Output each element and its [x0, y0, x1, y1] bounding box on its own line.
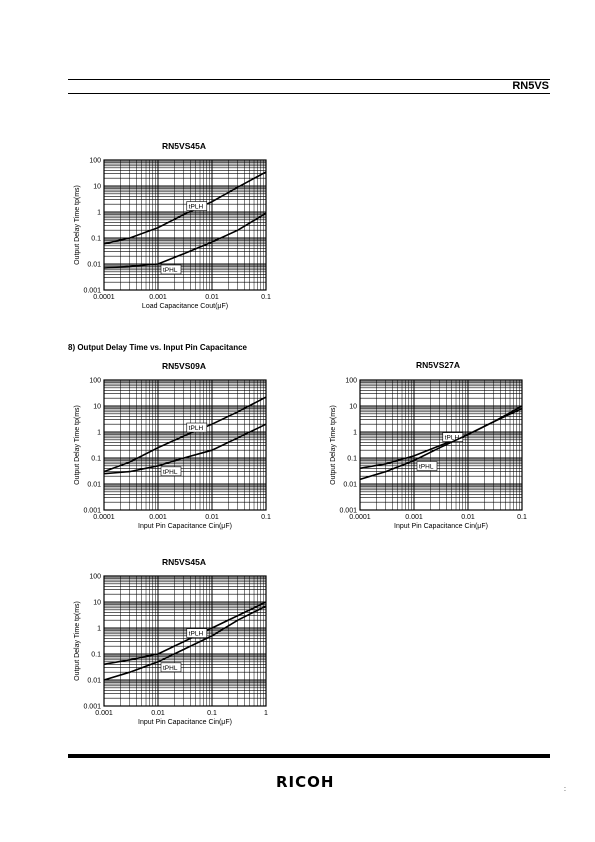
x-tick-label: 0.0001 [93, 294, 115, 301]
y-tick-label: 0.001 [339, 507, 357, 515]
x-tick-label: 0.001 [405, 514, 423, 521]
chart-3 [66, 566, 276, 736]
x-tick-label: 0.001 [95, 710, 113, 717]
x-tick-label: 0.1 [261, 294, 271, 301]
y-tick-label: 100 [89, 573, 101, 581]
y-tick-label: 10 [93, 183, 101, 191]
y-tick-label: 100 [345, 377, 357, 385]
series-label-tplh: tPLH [188, 203, 204, 211]
series-line-tphl [360, 409, 522, 480]
chart-2-title: RN5VS27A [416, 360, 460, 370]
section-title: 8) Output Delay Time vs. Input Pin Capacitance [68, 343, 248, 352]
y-tick-label: 10 [93, 599, 101, 607]
y-tick-label: 100 [89, 157, 101, 165]
x-axis-label: Input Pin Capacitance Cin(μF) [394, 523, 488, 530]
series-label-tphl: tPHL [163, 664, 178, 672]
y-axis-label: Output Delay Time tp(ms) [330, 405, 337, 485]
x-tick-label: 0.1 [517, 514, 527, 521]
page-mark: : [564, 786, 566, 793]
plot-frame [104, 380, 266, 510]
x-axis-label: Input Pin Capacitance Cin(μF) [138, 719, 232, 726]
y-tick-label: 0.1 [91, 651, 101, 659]
y-tick-label: 0.1 [347, 455, 357, 463]
header-rule-top [68, 79, 550, 80]
y-tick-label: 1 [97, 625, 101, 633]
series-label-tphl: tPHL [163, 468, 178, 476]
x-tick-label: 0.0001 [93, 514, 115, 521]
x-tick-label: 0.1 [261, 514, 271, 521]
series-label-tplh: tPLH [188, 425, 204, 433]
x-tick-label: 1 [264, 710, 268, 717]
x-tick-label: 0.1 [207, 710, 217, 717]
header-rule-bottom [68, 93, 550, 94]
y-tick-label: 0.1 [91, 455, 101, 463]
x-axis-label: Input Pin Capacitance Cin(μF) [138, 523, 232, 530]
y-axis-label: Output Delay Time tp(ms) [74, 185, 81, 265]
chart-3-title: RN5VS45A [162, 557, 206, 567]
y-tick-label: 0.01 [87, 481, 101, 489]
plot-frame [104, 160, 266, 290]
y-tick-label: 10 [93, 403, 101, 411]
chart-1 [66, 370, 276, 540]
footer-rule [68, 754, 550, 758]
series-label-tphl: tPHL [419, 463, 434, 471]
y-tick-label: 0.001 [83, 287, 101, 295]
x-tick-label: 0.01 [151, 710, 165, 717]
chart-0-title: RN5VS45A [162, 141, 206, 151]
chart-1-title: RN5VS09A [162, 361, 206, 371]
y-tick-label: 0.001 [83, 703, 101, 711]
y-tick-label: 1 [353, 429, 357, 437]
series-line-tplh [104, 172, 266, 244]
y-tick-label: 100 [89, 377, 101, 385]
y-tick-label: 0.01 [343, 481, 357, 489]
x-tick-label: 0.0001 [349, 514, 371, 521]
y-axis-label: Output Delay Time tp(ms) [74, 601, 81, 681]
series-label-tplh: tPLH [188, 630, 204, 638]
chart-2 [322, 370, 532, 540]
y-tick-label: 0.001 [83, 507, 101, 515]
y-tick-label: 0.01 [87, 677, 101, 685]
series-label-tplh: tPLH [444, 434, 460, 442]
chart-0 [66, 150, 276, 320]
x-tick-label: 0.01 [205, 514, 219, 521]
y-tick-label: 0.1 [91, 235, 101, 243]
x-tick-label: 0.001 [149, 514, 167, 521]
y-tick-label: 0.01 [87, 261, 101, 269]
y-tick-label: 1 [97, 429, 101, 437]
ricoh-logo: RICOH [276, 773, 335, 791]
series-label-tphl: tPHL [163, 267, 178, 274]
x-tick-label: 0.01 [205, 294, 219, 301]
series-line-tphl [104, 606, 266, 680]
header-title: RN5VS [512, 80, 549, 92]
x-tick-label: 0.001 [149, 294, 167, 301]
x-axis-label: Load Capacitance Cout(μF) [141, 303, 229, 310]
y-tick-label: 1 [97, 209, 101, 217]
y-axis-label: Output Delay Time tp(ms) [74, 405, 81, 485]
x-tick-label: 0.01 [461, 514, 475, 521]
y-tick-label: 10 [349, 403, 357, 411]
